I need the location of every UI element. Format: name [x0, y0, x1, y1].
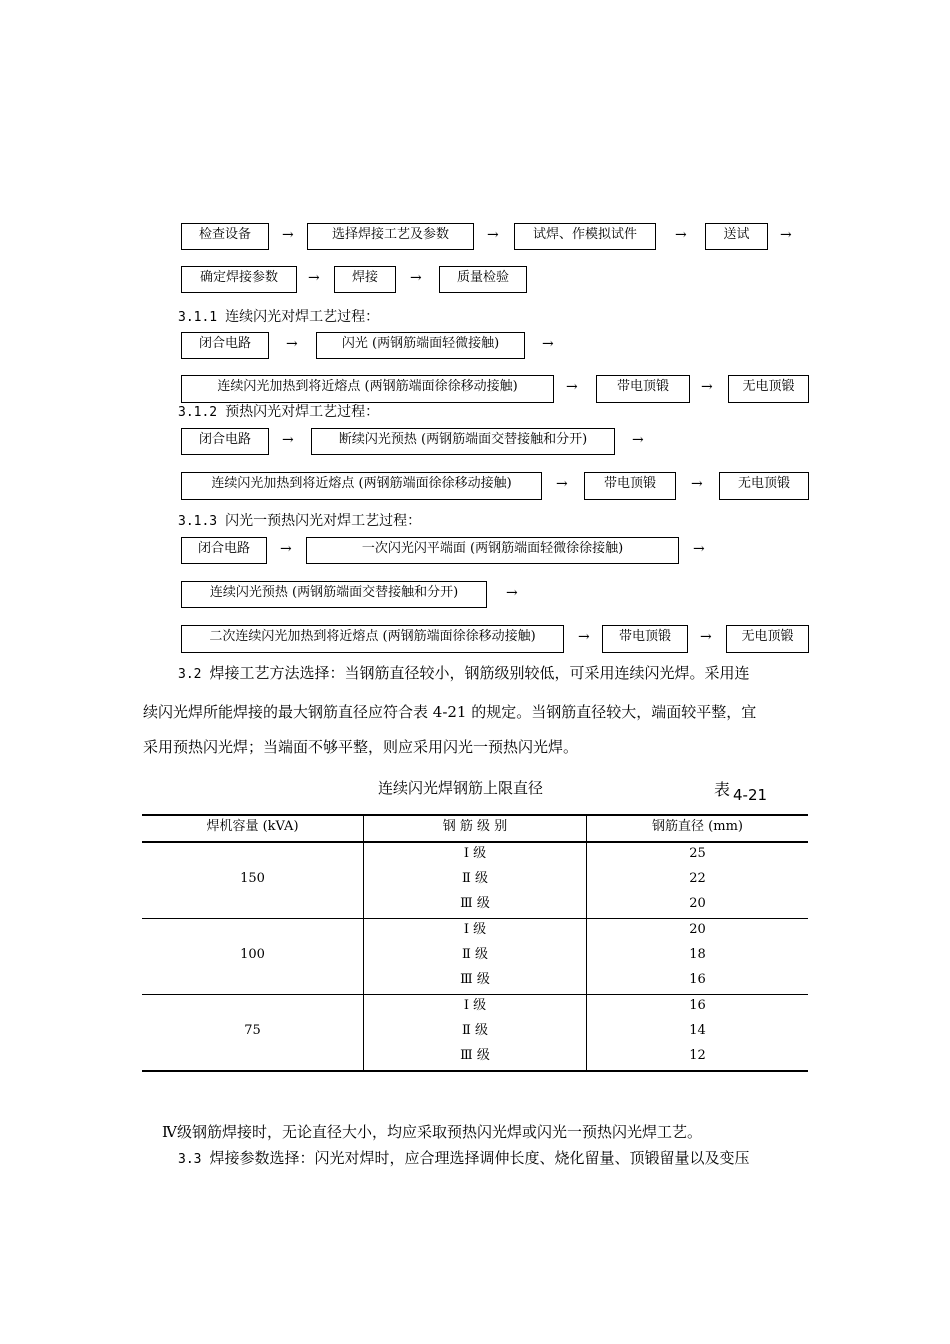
section-number: 3.1.2: [178, 405, 218, 420]
flow-step-live-upset: 带电顶锻: [602, 625, 688, 653]
table-group-rule: [142, 918, 808, 919]
flow-arrow: →: [487, 227, 499, 243]
flow-arrow: →: [542, 336, 554, 352]
flow-arrow: →: [506, 585, 518, 601]
table-cell-diameter: 12: [689, 1048, 706, 1063]
flow-arrow: →: [286, 336, 298, 352]
flow-arrow: →: [556, 476, 568, 492]
section-32-line-1: [178, 666, 750, 681]
flow-step-confirm-params: 确定焊接参数: [181, 266, 297, 293]
flow-arrow: →: [308, 270, 320, 286]
paragraph-text: 焊接参数选择：闪光对焊时，应合理选择调伸长度、烧化留量、顶锻留量以及变压: [209, 1149, 750, 1167]
section-title: 预热闪光对焊工艺过程：: [225, 404, 380, 420]
table-header-diameter: 钢筋直径 (mm): [652, 819, 743, 834]
section-title: 闪光一预热闪光对焊工艺过程：: [225, 513, 422, 529]
flow-step-send-test: 送试: [705, 223, 768, 250]
table-cell-capacity: 75: [244, 1023, 261, 1038]
table-cell-diameter: 25: [689, 846, 706, 861]
flow-step-weld: 焊接: [334, 266, 396, 293]
section-312-heading: [178, 405, 379, 419]
flow-arrow: →: [632, 432, 644, 448]
flow-step-check-equipment: 检查设备: [181, 223, 269, 250]
table-cell-diameter: 22: [689, 871, 706, 886]
table-header-grade: 钢 筋 级 别: [442, 819, 508, 834]
table-cell-diameter: 16: [689, 998, 706, 1013]
table-cell-grade: Ⅱ 级: [462, 947, 488, 962]
flow-step-dead-upset: 无电顶锻: [719, 472, 809, 500]
flow-step-first-flash: 一次闪光闪平端面 (两钢筋端面轻微徐徐接触): [306, 537, 679, 564]
flow-step-dead-upset: 无电顶锻: [728, 375, 809, 403]
table-cell-grade: Ⅱ 级: [462, 1023, 488, 1038]
section-number: 3.3: [178, 1152, 202, 1167]
flow-arrow: →: [675, 227, 687, 243]
flow-step-quality-check: 质量检验: [439, 266, 527, 293]
table-cell-capacity: 150: [240, 871, 265, 886]
section-number: 3.1.1: [178, 310, 218, 325]
flow-step-continuous-heat: 连续闪光加热到将近熔点 (两钢筋端面徐徐移动接触): [181, 375, 554, 403]
table-cell-grade: Ⅲ 级: [460, 972, 490, 987]
flow-arrow: →: [280, 541, 292, 557]
section-number: 3.2: [178, 667, 202, 682]
table-caption: 连续闪光焊钢筋上限直径: [378, 779, 544, 797]
flow-step-live-upset: 带电顶锻: [596, 375, 690, 403]
table-cell-grade: Ⅰ 级: [463, 998, 487, 1013]
flow-step-intermittent-preheat: 断续闪光预热 (两钢筋端面交替接触和分开): [311, 428, 615, 455]
table-cell-diameter: 20: [689, 896, 706, 911]
table-bottom-rule: [142, 1070, 808, 1072]
section-32-line-3: 采用预热闪光焊；当端面不够平整，则应采用闪光一预热闪光焊。: [143, 738, 579, 756]
flow-step-flash: 闪光 (两钢筋端面轻微接触): [316, 332, 525, 359]
table-label: 表: [714, 780, 731, 799]
flow-step-flash-preheat: 连续闪光预热 (两钢筋端面交替接触和分开): [181, 581, 487, 608]
flow-step-second-continuous-heat: 二次连续闪光加热到将近熔点 (两钢筋端面徐徐移动接触): [181, 625, 564, 653]
flow-arrow: →: [700, 629, 712, 645]
flow-arrow: →: [578, 629, 590, 645]
table-cell-grade: Ⅱ 级: [462, 871, 488, 886]
flow-step-continuous-heat: 连续闪光加热到将近熔点 (两钢筋端面徐徐移动接触): [181, 472, 542, 500]
table-header-capacity: 焊机容量 (kVA): [206, 819, 299, 834]
flow-step-live-upset: 带电顶锻: [584, 472, 676, 500]
flow-step-close-circuit: 闭合电路: [181, 332, 269, 359]
flow-arrow: →: [780, 227, 792, 243]
section-311-heading: [178, 310, 379, 324]
flow-arrow: →: [282, 227, 294, 243]
note-grade-iv: Ⅳ级钢筋焊接时，无论直径大小，均应采取预热闪光焊或闪光一预热闪光焊工艺。: [162, 1123, 702, 1141]
flow-step-trial-weld: 试焊、作模拟试件: [514, 223, 656, 250]
table-cell-diameter: 14: [689, 1023, 706, 1038]
table-cell-grade: Ⅰ 级: [463, 846, 487, 861]
flow-step-select-process: 选择焊接工艺及参数: [307, 223, 474, 250]
section-313-heading: [178, 514, 421, 528]
table-cell-grade: Ⅲ 级: [460, 896, 490, 911]
table-cell-capacity: 100: [240, 947, 265, 962]
table-top-rule: [142, 814, 808, 816]
flow-arrow: →: [693, 541, 705, 557]
paragraph-text: 焊接工艺方法选择：当钢筋直径较小，钢筋级别较低，可采用连续闪光焊。采用连: [209, 664, 750, 682]
table-cell-diameter: 18: [689, 947, 706, 962]
table-group-rule: [142, 994, 808, 995]
flow-arrow: →: [410, 270, 422, 286]
section-32-line-2: 续闪光焊所能焊接的最大钢筋直径应符合表 4-21 的规定。当钢筋直径较大，端面较平整，宜: [143, 703, 757, 721]
section-33-line-1: [178, 1151, 750, 1166]
flow-step-dead-upset: 无电顶锻: [726, 625, 809, 653]
table-cell-grade: Ⅲ 级: [460, 1048, 490, 1063]
table-number: 4-21: [733, 786, 768, 804]
flow-arrow: →: [701, 379, 713, 395]
section-number: 3.1.3: [178, 514, 218, 529]
section-title: 连续闪光对焊工艺过程：: [225, 309, 380, 325]
table-header-rule: [142, 841, 808, 843]
flow-step-close-circuit: 闭合电路: [181, 537, 267, 564]
table-cell-diameter: 16: [689, 972, 706, 987]
flow-step-close-circuit: 闭合电路: [181, 428, 269, 455]
flow-arrow: →: [282, 432, 294, 448]
flow-arrow: →: [691, 476, 703, 492]
flow-arrow: →: [566, 379, 578, 395]
table-cell-diameter: 20: [689, 922, 706, 937]
table-cell-grade: Ⅰ 级: [463, 922, 487, 937]
